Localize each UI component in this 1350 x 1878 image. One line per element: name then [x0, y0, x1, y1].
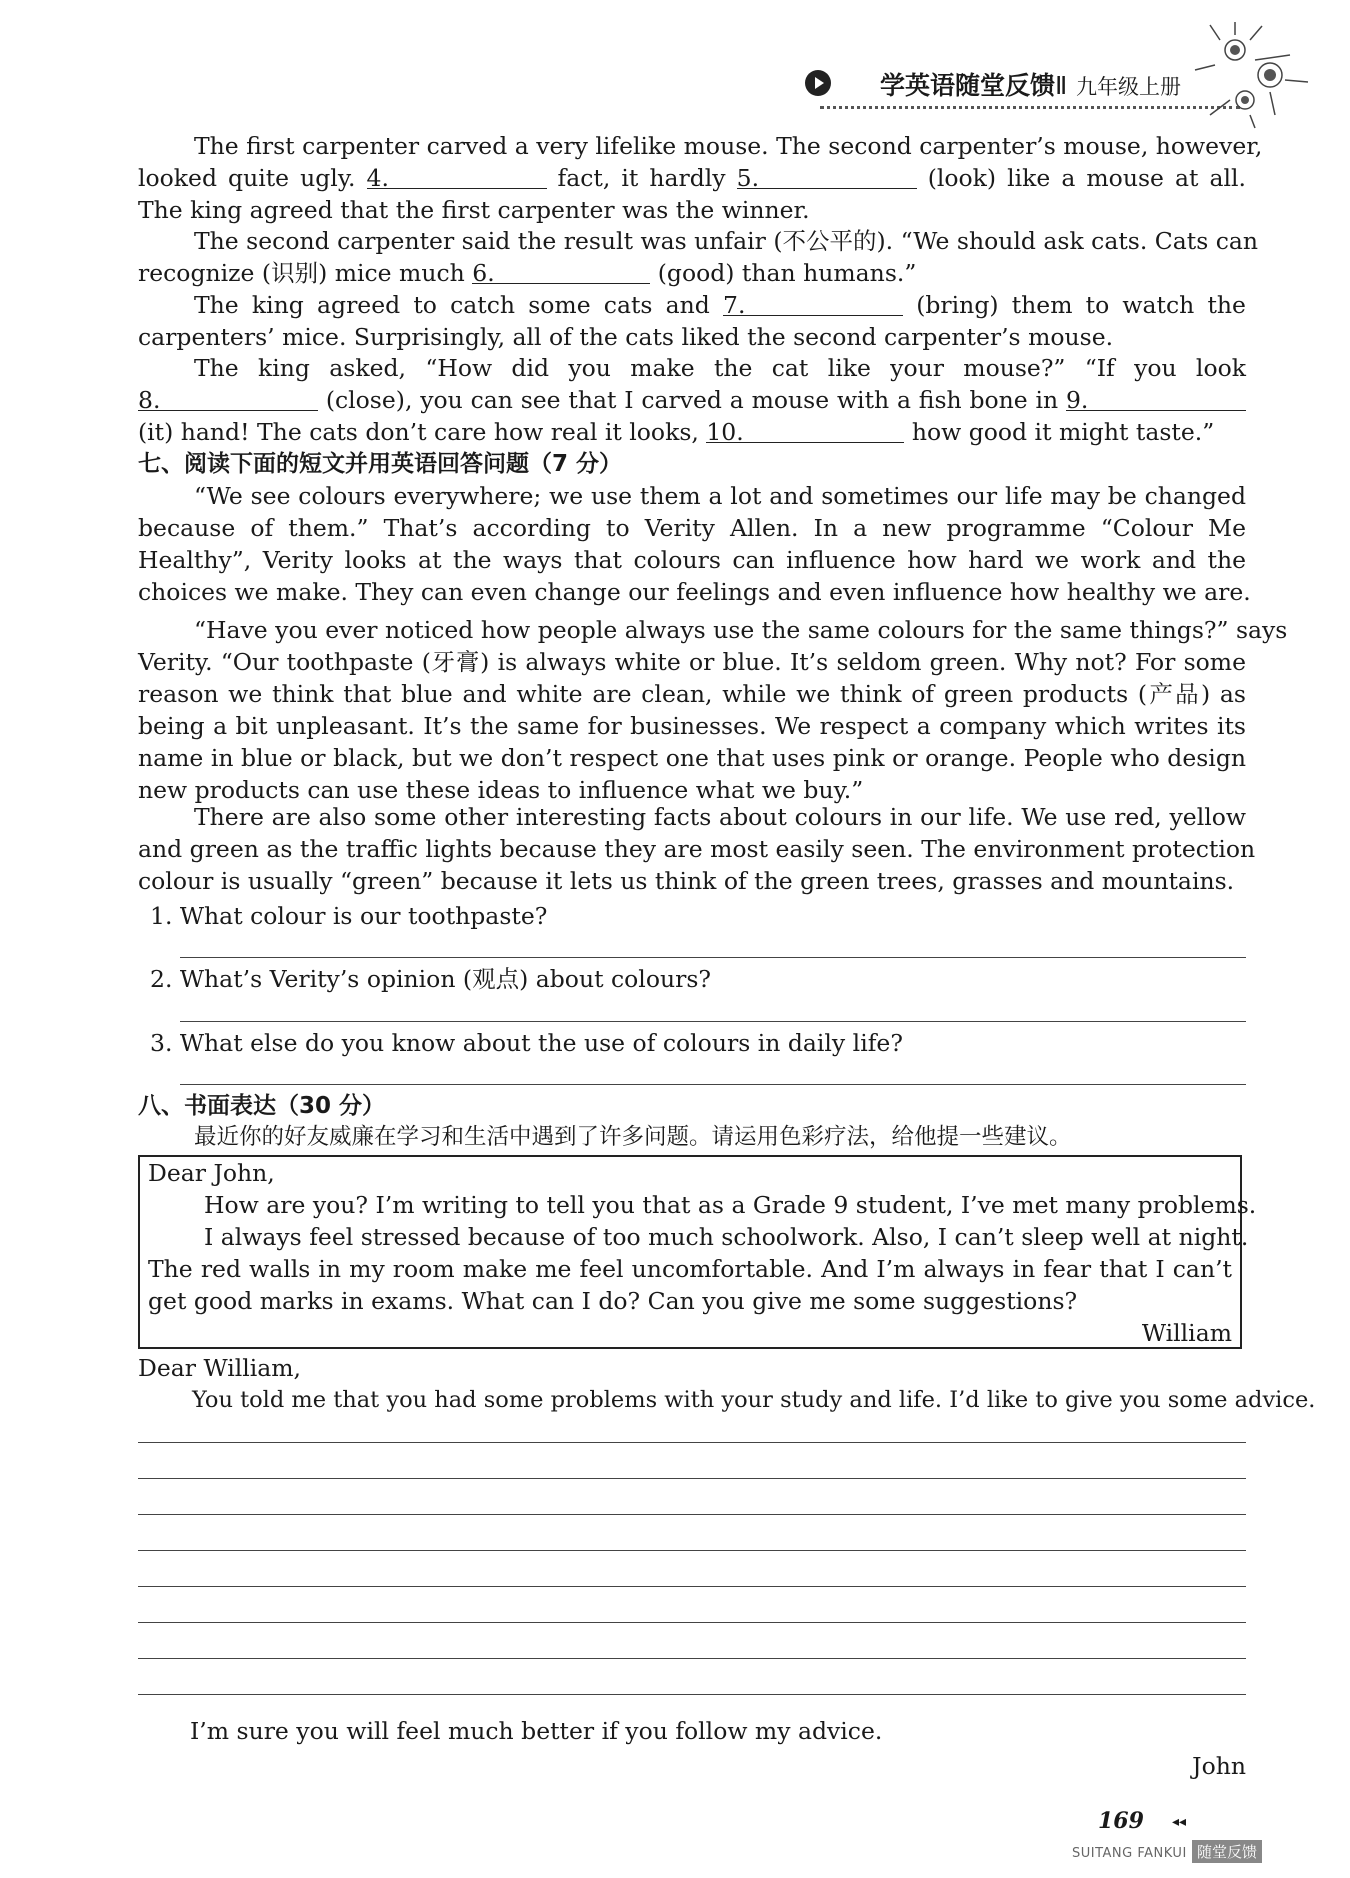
- letter-line-4: get good marks in exams. What can I do? Can you give me some suggestions?: [148, 1287, 1078, 1315]
- cloze-line-3: The king agreed that the first carpenter was the winner.: [138, 196, 810, 224]
- footer-brand-cn: 随堂反馈: [1192, 1840, 1262, 1863]
- reading-p2-line-5: name in blue or black, but we don’t respect one that uses pink or orange. People who design: [138, 744, 1246, 772]
- cloze-line-4: The second carpenter said the result was unfair (不公平的). “We should ask cats. Cats can: [194, 227, 1259, 255]
- reading-heading: 七、阅读下面的短文并用英语回答问题（7 分）: [138, 451, 623, 477]
- writing-line-3[interactable]: [138, 1514, 1246, 1515]
- question-3: 3. What else do you know about the use of colours in daily life?: [150, 1029, 903, 1057]
- letter-line-2: I always feel stressed because of too much schoolwork. Also, I can’t sleep well at night.: [204, 1223, 1249, 1251]
- cloze-line-8: The king asked, “How did you make the cat like your mouse?” “If you look: [194, 354, 1246, 382]
- reading-p1-line-2: because of them.” That’s according to Verity Allen. In a new programme “Colour Me: [138, 514, 1246, 542]
- reading-p1-line-1: “We see colours everywhere; we use them a lot and sometimes our life may be changed: [194, 482, 1246, 510]
- cloze-line-5: recognize (识别) mice much 6. (good) than humans.”: [138, 259, 917, 287]
- writing-instruction: 最近你的好友威廉在学习和生活中遇到了许多问题。请运用色彩疗法，给他提一些建议。: [194, 1124, 1072, 1150]
- cloze-line-9: 8. (close), you can see that I carved a mouse with a fish bone in 9.: [138, 384, 1246, 416]
- reply-opening: You told me that you had some problems with your study and life. I’d like to give you some advice.: [192, 1387, 1316, 1413]
- writing-line-7[interactable]: [138, 1658, 1246, 1659]
- reading-p1-line-3: Healthy”, Verity looks at the ways that colours can influence how hard we work and the: [138, 546, 1246, 574]
- cloze-blank-6[interactable]: 6.: [472, 257, 650, 284]
- sunflower-decoration-icon: [1190, 20, 1320, 130]
- cloze-line-7: carpenters’ mice. Surprisingly, all of the cats liked the second carpenter’s mouse.: [138, 323, 1114, 351]
- cloze-blank-10[interactable]: 10.: [706, 416, 904, 443]
- cloze-line-1: The first carpenter carved a very lifelike mouse. The second carpenter’s mouse, however,: [194, 132, 1263, 160]
- reading-p2-line-1: “Have you ever noticed how people always use the same colours for the same things?” says: [194, 616, 1288, 644]
- answer-line-3[interactable]: [180, 1084, 1246, 1085]
- letter-signature: William: [1141, 1319, 1232, 1347]
- question-2: 2. What’s Verity’s opinion (观点) about colours?: [150, 965, 711, 993]
- writing-line-2[interactable]: [138, 1478, 1246, 1479]
- cloze-blank-5[interactable]: 5.: [737, 162, 917, 189]
- header-play-icon: [805, 70, 831, 96]
- answer-line-1[interactable]: [180, 957, 1246, 958]
- double-arrow-left-icon: ◂◂: [1172, 1814, 1187, 1830]
- reading-p3-line-3: colour is usually “green” because it lets us think of the green trees, grasses and mountains.: [138, 867, 1235, 895]
- reading-p3-line-1: There are also some other interesting facts about colours in our life. We use red, yellow: [194, 803, 1246, 831]
- cloze-line-2: looked quite ugly. 4. fact, it hardly 5. (look) like a mouse at all.: [138, 164, 1246, 192]
- cloze-blank-4[interactable]: 4.: [367, 162, 547, 189]
- reading-p2-line-4: being a bit unpleasant. It’s the same for businesses. We respect a company which writes its: [138, 712, 1246, 740]
- cloze-line-10: (it) hand! The cats don’t care how real it looks, 10. how good it might taste.”: [138, 418, 1215, 446]
- reading-p2-line-2: Verity. “Our toothpaste (牙膏) is always white or blue. It’s seldom green. Why not? For some: [138, 648, 1246, 676]
- footer-brand-en: SUITANG FANKUI: [1072, 1846, 1187, 1861]
- writing-line-4[interactable]: [138, 1550, 1246, 1551]
- writing-line-1[interactable]: [138, 1442, 1246, 1443]
- answer-line-2[interactable]: [180, 1021, 1246, 1022]
- cloze-blank-9[interactable]: 9.: [1066, 384, 1246, 411]
- header-title: 学英语随堂反馈Ⅱ 九年级上册: [880, 71, 1182, 100]
- letter-greeting: Dear John,: [148, 1159, 275, 1187]
- writing-line-5[interactable]: [138, 1586, 1246, 1587]
- reading-p2-line-3: reason we think that blue and white are clean, while we think of green products (产品) as: [138, 680, 1246, 708]
- reply-greeting: Dear William,: [138, 1354, 302, 1382]
- page-number: 169: [1098, 1808, 1144, 1834]
- writing-line-6[interactable]: [138, 1622, 1246, 1623]
- header-dotted-rule: [820, 106, 1240, 109]
- question-1: 1. What colour is our toothpaste?: [150, 902, 548, 930]
- letter-line-3: The red walls in my room make me feel uncomfortable. And I’m always in fear that I can’t: [148, 1255, 1232, 1283]
- letter-line-1: How are you? I’m writing to tell you that as a Grade 9 student, I’ve met many problems.: [204, 1191, 1257, 1219]
- writing-heading: 八、书面表达（30 分）: [138, 1093, 386, 1119]
- reply-closing: I’m sure you will feel much better if you follow my advice.: [190, 1717, 883, 1745]
- reply-signature: John: [1192, 1752, 1246, 1780]
- reading-p2-line-6: new products can use these ideas to influence what we buy.”: [138, 776, 864, 804]
- writing-line-8[interactable]: [138, 1694, 1246, 1695]
- cloze-line-6: The king agreed to catch some cats and 7. (bring) them to watch the: [194, 291, 1246, 319]
- cloze-blank-7[interactable]: 7.: [723, 289, 903, 316]
- cloze-blank-8[interactable]: 8.: [138, 384, 318, 411]
- reading-p3-line-2: and green as the traffic lights because they are most easily seen. The environment protection: [138, 835, 1256, 863]
- reading-p1-line-4: choices we make. They can even change our feelings and even influence how healthy we are.: [138, 578, 1251, 606]
